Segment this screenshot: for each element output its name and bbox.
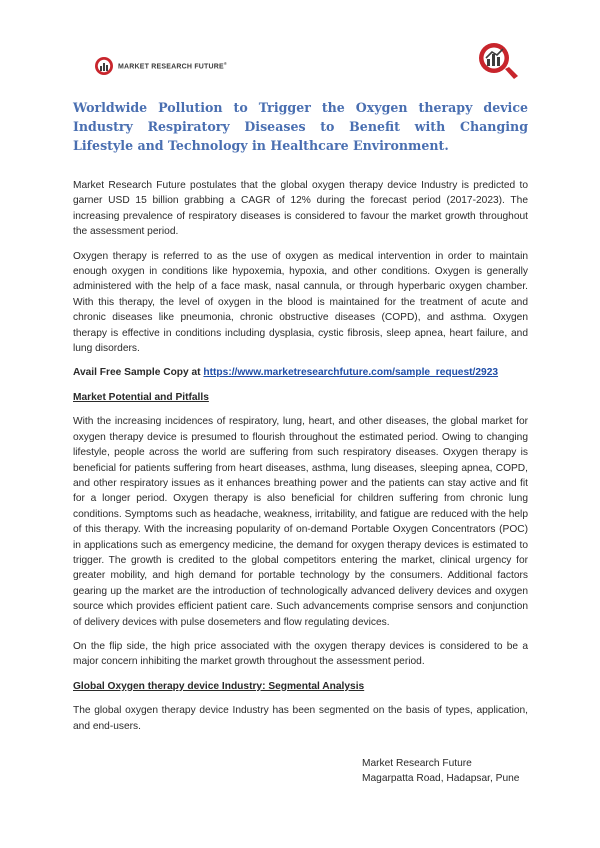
- brand-magnifier-logo-icon: [476, 40, 520, 80]
- brand-name: MARKET RESEARCH FUTURE®: [118, 61, 228, 71]
- paragraph-flip-side: On the flip side, the high price associated with the oxygen therapy devices is considered to be a major concern inhibiting the market growth throughout the assessment period.: [73, 640, 528, 668]
- footer-location: Magarpatta Road, Hadapsar, Pune: [362, 773, 520, 784]
- paragraph-definition: Oxygen therapy is referred to as the use of oxygen as medical intervention in order to maintain enough oxygen in conditions like hypoxemia, hypoxia, and other conditions. Oxygen is generally administered with the help of a face mask, nasal cannula, or through hyperbaric oxygen chamber. With this therapy, the level of oxygen in the blood is maintained for the treatment of acute and chronic diseases like pneumonia, chronic obstructive diseases (COPD), and asthma. Oxygen therapy is effective in conditions including dysplasia, cystic fibrosis, sleep apnea, heart failure, and lung disorders.: [73, 250, 528, 355]
- paragraph-segmentation: The global oxygen therapy device Industry has been segmented on the basis of types, application, and end-users.: [73, 705, 528, 732]
- heading-segmental-analysis: Global Oxygen therapy device Industry: Segmental Analysis: [73, 680, 365, 692]
- paragraph-intro: Market Research Future postulates that the global oxygen therapy device Industry is predicted to garner USD 15 billion grabbing a CAGR of 12% during the forecast period (2017-2023). The increasing prevalence of respiratory diseases is considered to favour the market growth throughout the assessment period.: [73, 180, 528, 238]
- footer-address: [362, 756, 519, 786]
- article-body: [73, 178, 528, 743]
- brand-logo-icon: [94, 56, 114, 76]
- footer-company: Market Research Future: [362, 758, 472, 769]
- brand-logo: [94, 56, 227, 76]
- sample-request-link[interactable]: https://www.marketresearchfuture.com/sample_request/2923: [203, 367, 499, 379]
- sample-copy-label: Avail Free Sample Copy at: [73, 367, 204, 379]
- heading-market-potential: Market Potential and Pitfalls: [73, 391, 209, 403]
- paragraph-market-potential: With the increasing incidences of respiratory, lung, heart, and other diseases, the global market for oxygen therapy device is presumed to flourish throughout the estimated period. Owing to changing lifestyle, people across the world are suffering from such respiratory diseases. Oxygen therapy is beneficial for patients suffering from heart diseases, asthma, lung diseases, sleeping apnea, COPD, and other respiratory issues as it enhances breathing power and the patients can stay active and fit for a longer period. Oxygen therapy is also beneficial for children suffering from chronic lung conditions. Symptoms such as headache, weakness, irritability, and fatigue are reduced with the help of this therapy. With the increasing popularity of on-demand Portable Oxygen Concentrators (POC) in applications such as emergency medicine, the demand for oxygen therapy devices is estimated to trigger. The growth is credited to the global competitors entering the market, clinical urgency for greater mobility, and high demand for portable technology by the consumers. Additional factors gearing up the market are the introduction of technologically advanced delivery devices and oxygen source which provides efficient patient care. Such advancements comprise sensors and conjunction of delivery devices with pulse dosemeters and flow regulating devices.: [73, 416, 528, 628]
- page-title: Worldwide Pollution to Trigger the Oxygen therapy device Industry Respiratory Diseases to Benefit with Changing Lifestyle and Technology in Healthcare Environment.: [73, 100, 528, 153]
- sample-copy-line: [73, 365, 528, 380]
